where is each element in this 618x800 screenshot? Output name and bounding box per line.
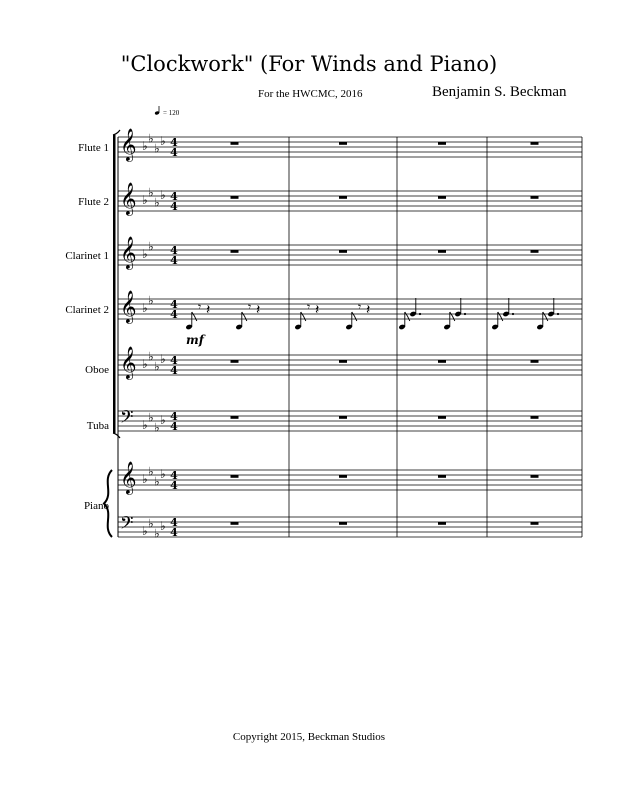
whole-rest-icon bbox=[438, 196, 446, 199]
key-flat-icon: ♭ bbox=[142, 247, 148, 261]
eighth-flag-icon bbox=[498, 312, 503, 321]
tempo-value: = 120 bbox=[163, 109, 180, 117]
key-flat-icon: ♭ bbox=[154, 141, 160, 156]
whole-rest-icon bbox=[339, 142, 347, 145]
key-flat-icon: ♭ bbox=[154, 474, 160, 489]
key-flat-icon: ♭ bbox=[142, 524, 148, 538]
time-signature-numerator: 4 bbox=[170, 516, 178, 529]
key-flat-icon: ♭ bbox=[148, 131, 154, 146]
time-signature-numerator: 4 bbox=[170, 354, 178, 367]
instrument-label-flute-2: Flute 2 bbox=[78, 196, 109, 208]
key-flat-icon: ♭ bbox=[148, 349, 154, 364]
key-flat-icon: ♭ bbox=[154, 359, 160, 374]
score-title: "Clockwork" (For Winds and Piano) bbox=[120, 52, 498, 76]
dot-icon bbox=[419, 313, 421, 315]
staff-6 bbox=[118, 461, 582, 495]
eighth-rest-icon: 𝄾 bbox=[307, 300, 311, 314]
eighth-rest-icon: 𝄾 bbox=[198, 300, 202, 314]
key-flat-icon: ♭ bbox=[148, 410, 154, 425]
treble-clef-icon: 𝄞 bbox=[120, 128, 137, 161]
whole-rest-icon bbox=[231, 475, 239, 478]
eighth-flag-icon bbox=[405, 312, 410, 321]
time-signature-numerator: 4 bbox=[170, 190, 178, 203]
eighth-flag-icon bbox=[352, 312, 357, 321]
key-flat-icon: ♭ bbox=[142, 139, 148, 153]
treble-clef-icon: 𝄞 bbox=[120, 346, 137, 379]
dynamic-marking: mf bbox=[186, 333, 204, 347]
key-flat-icon: ♭ bbox=[160, 134, 166, 148]
composer-name: Benjamin S. Beckman bbox=[432, 84, 567, 100]
whole-rest-icon bbox=[231, 360, 239, 363]
whole-rest-icon bbox=[339, 416, 347, 419]
tempo-marking bbox=[154, 106, 179, 117]
treble-clef-icon: 𝄞 bbox=[120, 461, 137, 494]
instrument-label-piano: Piano bbox=[83, 500, 109, 512]
key-flat-icon: ♭ bbox=[142, 472, 148, 486]
staff-2 bbox=[118, 236, 582, 270]
time-signature-denominator: 4 bbox=[170, 146, 178, 159]
instrument-label-tuba: Tuba bbox=[86, 420, 109, 432]
time-signature-numerator: 4 bbox=[170, 244, 178, 257]
key-flat-icon: ♭ bbox=[142, 193, 148, 207]
time-signature-denominator: 4 bbox=[170, 364, 178, 377]
whole-rest-icon bbox=[531, 475, 539, 478]
bracket-top-hook bbox=[113, 130, 120, 135]
treble-clef-icon: 𝄞 bbox=[120, 236, 137, 269]
time-signature-denominator: 4 bbox=[170, 254, 178, 267]
whole-rest-icon bbox=[231, 250, 239, 253]
key-flat-icon: ♭ bbox=[148, 185, 154, 200]
bass-clef-icon: 𝄢 bbox=[120, 407, 134, 431]
key-flat-icon: ♭ bbox=[154, 420, 160, 435]
bass-clef-icon: 𝄢 bbox=[120, 513, 134, 537]
staff-3 bbox=[118, 290, 582, 347]
key-flat-icon: ♭ bbox=[148, 516, 154, 531]
quarter-rest-icon: 𝄽 bbox=[206, 302, 211, 318]
whole-rest-icon bbox=[438, 522, 446, 525]
whole-rest-icon bbox=[231, 196, 239, 199]
whole-rest-icon bbox=[438, 360, 446, 363]
whole-rest-icon bbox=[531, 416, 539, 419]
time-signature-numerator: 4 bbox=[170, 298, 178, 311]
staff-1 bbox=[118, 182, 582, 216]
key-flat-icon: ♭ bbox=[154, 526, 160, 541]
staff-4 bbox=[118, 346, 582, 380]
key-flat-icon: ♭ bbox=[148, 239, 154, 254]
key-flat-icon: ♭ bbox=[148, 464, 154, 479]
whole-rest-icon bbox=[339, 250, 347, 253]
whole-rest-icon bbox=[438, 416, 446, 419]
eighth-rest-icon: 𝄾 bbox=[358, 300, 362, 314]
dot-icon bbox=[557, 313, 559, 315]
whole-rest-icon bbox=[438, 250, 446, 253]
time-signature-denominator: 4 bbox=[170, 526, 178, 539]
quarter-rest-icon: 𝄽 bbox=[256, 302, 261, 318]
key-flat-icon: ♭ bbox=[160, 519, 166, 533]
whole-rest-icon bbox=[531, 360, 539, 363]
staff-5 bbox=[118, 407, 582, 435]
whole-rest-icon bbox=[438, 475, 446, 478]
bracket-bottom-hook bbox=[113, 433, 120, 438]
eighth-flag-icon bbox=[192, 312, 197, 321]
time-signature-numerator: 4 bbox=[170, 136, 178, 149]
key-flat-icon: ♭ bbox=[160, 188, 166, 202]
whole-rest-icon bbox=[531, 522, 539, 525]
eighth-rest-icon: 𝄾 bbox=[248, 300, 252, 314]
whole-rest-icon bbox=[339, 196, 347, 199]
whole-rest-icon bbox=[438, 142, 446, 145]
whole-rest-icon bbox=[531, 142, 539, 145]
key-flat-icon: ♭ bbox=[154, 195, 160, 210]
quarter-rest-icon: 𝄽 bbox=[366, 302, 371, 318]
copyright-text: Copyright 2015, Beckman Studios bbox=[232, 731, 386, 743]
time-signature-denominator: 4 bbox=[170, 479, 178, 492]
whole-rest-icon bbox=[531, 196, 539, 199]
eighth-flag-icon bbox=[242, 312, 247, 321]
key-flat-icon: ♭ bbox=[160, 467, 166, 481]
time-signature-numerator: 4 bbox=[170, 469, 178, 482]
eighth-flag-icon bbox=[301, 312, 306, 321]
staff-7 bbox=[118, 513, 582, 541]
whole-rest-icon bbox=[339, 475, 347, 478]
whole-rest-icon bbox=[231, 142, 239, 145]
instrument-label-clarinet-1: Clarinet 1 bbox=[65, 250, 109, 262]
dot-icon bbox=[464, 313, 466, 315]
whole-rest-icon bbox=[531, 250, 539, 253]
instrument-label-oboe: Oboe bbox=[85, 364, 109, 376]
key-flat-icon: ♭ bbox=[160, 352, 166, 366]
eighth-flag-icon bbox=[543, 312, 548, 321]
treble-clef-icon: 𝄞 bbox=[120, 290, 137, 323]
treble-clef-icon: 𝄞 bbox=[120, 182, 137, 215]
key-flat-icon: ♭ bbox=[142, 357, 148, 371]
key-flat-icon: ♭ bbox=[142, 418, 148, 432]
whole-rest-icon bbox=[231, 522, 239, 525]
time-signature-numerator: 4 bbox=[170, 410, 178, 423]
whole-rest-icon bbox=[231, 416, 239, 419]
whole-rest-icon bbox=[339, 522, 347, 525]
dot-icon bbox=[512, 313, 514, 315]
staff-0 bbox=[118, 128, 582, 162]
system-bracket bbox=[113, 135, 116, 433]
key-flat-icon: ♭ bbox=[148, 293, 154, 308]
instrument-label-clarinet-2: Clarinet 2 bbox=[65, 304, 109, 316]
eighth-flag-icon bbox=[450, 312, 455, 321]
instrument-label-flute-1: Flute 1 bbox=[78, 142, 109, 154]
quarter-rest-icon: 𝄽 bbox=[315, 302, 320, 318]
time-signature-denominator: 4 bbox=[170, 200, 178, 213]
dedication-text: For the HWCMC, 2016 bbox=[258, 88, 363, 100]
whole-rest-icon bbox=[339, 360, 347, 363]
time-signature-denominator: 4 bbox=[170, 420, 178, 433]
key-flat-icon: ♭ bbox=[142, 301, 148, 315]
key-flat-icon: ♭ bbox=[160, 413, 166, 427]
time-signature-denominator: 4 bbox=[170, 308, 178, 321]
